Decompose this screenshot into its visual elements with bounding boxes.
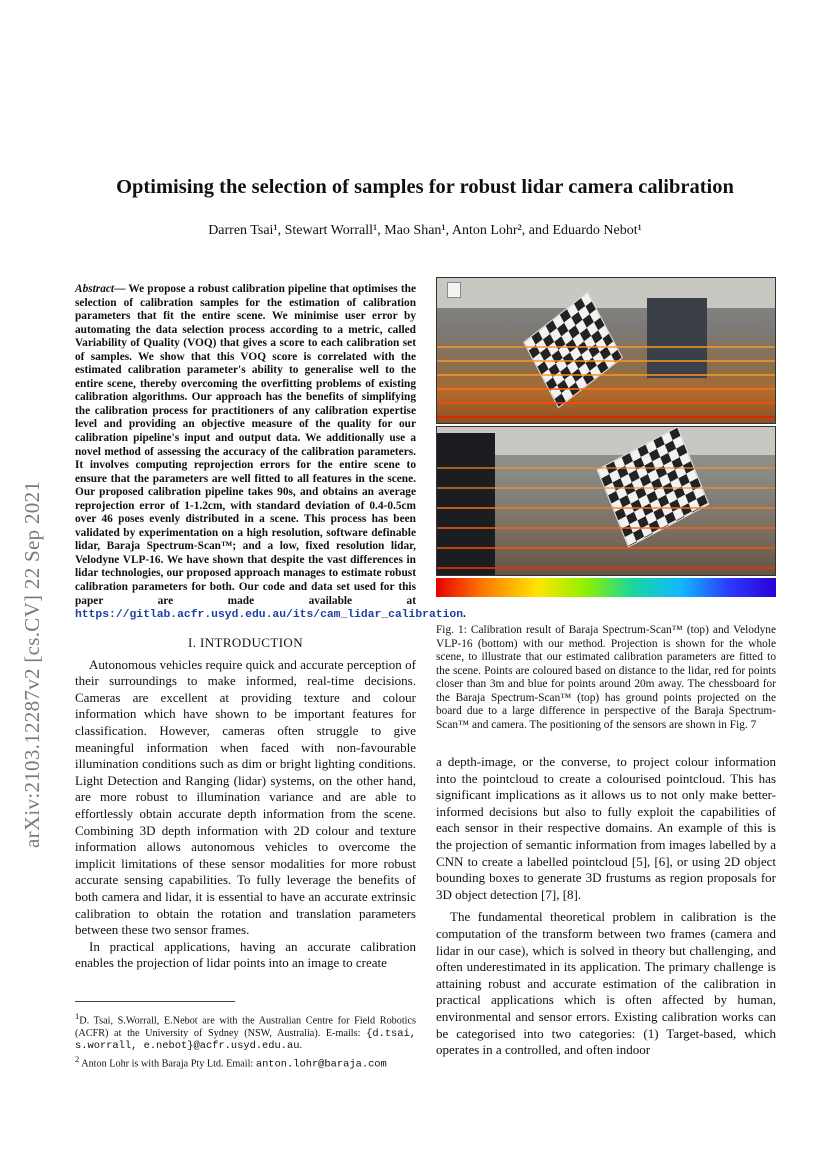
caption-spacer — [436, 732, 776, 754]
lab-equipment — [647, 298, 707, 378]
left-column — [75, 283, 466, 972]
right-paragraph-2: The fundamental theoretical problem in calibration is the computation of the transform between two frames (camera and lidar in our case), which is solved in theory but challenging, and often underestimated in its application. The primary challenge is attaining robust and accurate estimation of the calibration in practical applications which is often affected by human, environmental and sensor errors. Existing calibration works can be categorised into two categories: (1) Target-based, which operates in a controlled, and often indoor — [436, 909, 776, 1058]
scan-line — [437, 388, 775, 390]
scan-line — [437, 507, 775, 509]
footnote-1-mark: 1 — [75, 1011, 80, 1021]
right-paragraph-1: a depth-image, or the converse, to project colour information into the pointcloud to create a colourised pointcloud. This has significant implications as it allows us to not only make better-informed decisions but also to fully exploit the capabilities of each sensor in their respective domains. An example of this is the projection of semantic information from images labelled by a CNN to create a labelled pointcloud [5], [6], or using 2D object bounding boxes to generate 3D frustums as region proposals for 3D object detection [7], [8]. — [436, 754, 776, 902]
ceiling-lights — [437, 278, 776, 308]
paper-title: Optimising the selection of samples for robust lidar camera calibration — [116, 176, 734, 198]
footnote-2 — [75, 1053, 416, 1071]
velodyne-projection-image — [436, 426, 776, 576]
scan-line — [437, 487, 775, 489]
intro-paragraph-2: In practical applications, having an accurate calibration enables the projection of lidar points into an image to create — [75, 938, 416, 971]
scan-line — [437, 547, 775, 549]
scan-line — [437, 527, 775, 529]
abstract-text: — We propose a robust calibration pipeline that optimises the selection of calibration samples for the estimation of calibration parameters that fit the entire scene. We minimise user error by automating the data selection process according to a metric, called Variability of Quality (VOQ) that gives a score to each calibration set of samples. We show that this VOQ score is correlated with the estimated calibration parameter's ability to generalise well to the entire scene, thereby overcoming the overfitting problems of existing calibration algorithms. Our approach has the benefits of simplifying the calibration process for practitioners of any calibration expertise level and providing an objective measure of the quality for our calibration pipeline's input and output data. We additionally use a novel method of assessing the accuracy of the calibration parameters. It involves computing reprojection errors for the entire scene to ensure that the parameters are well fitted to all features in the scene. Our proposed calibration pipeline takes 90s, and obtains an average reprojection error of 1-1.2cm, with standard deviation of 0.4-0.5cm over 46 poses evenly distributed in a scene. This process has been validated by experimentation on a high resolution, software definable lidar, Baraja Spectrum-Scan™; and a low, fixed resolution lidar, Velodyne VLP-16. We have shown that despite the vast differences in lidar technologies, our proposed approach manages to estimate robust calibration parameters for both. Our code and data set used for this paper are made available at — [75, 283, 416, 607]
abstract — [75, 283, 466, 623]
scan-line — [437, 567, 775, 569]
scan-line — [437, 360, 775, 362]
scan-line — [437, 374, 775, 376]
footnote-1-email: {d.tsai, s.worrall, e.nebot}@acfr.usyd.edu.au — [75, 1027, 416, 1053]
footnote-1-end: . — [299, 1040, 303, 1052]
scan-line — [437, 467, 775, 469]
scan-line — [437, 346, 775, 348]
abstract-label: Abstract — [75, 283, 115, 295]
section-heading-introduction: I. INTRODUCTION — [187, 634, 304, 650]
server-rack — [437, 433, 495, 576]
wall-sign — [447, 282, 461, 298]
footnote-divider — [75, 1001, 235, 1002]
footnote-2-email: anton.lohr@baraja.com — [255, 1058, 387, 1070]
footnote-1 — [75, 1010, 416, 1053]
right-column — [436, 277, 776, 1059]
scan-line — [437, 416, 775, 418]
code-repository-link[interactable]: https://gitlab.acfr.usyd.edu.au/its/cam_lidar_calibration — [75, 609, 464, 622]
chessboard-target — [523, 292, 623, 409]
footnote-2-text: Anton Lohr is with Baraja Pty Ltd. Email: — [81, 1058, 256, 1069]
abstract-end: . — [463, 608, 466, 621]
scan-line — [437, 402, 775, 404]
footnote-2-mark: 2 — [75, 1053, 80, 1064]
arxiv-identifier: arXiv:2103.12287v2 [cs.CV] 22 Sep 2021 — [20, 480, 44, 848]
footnote-1-text: D. Tsai, S.Worrall, E.Nebot are with the Australian Centre for Field Robotics (ACFR) at the University of Sydney (NSW, Australia). E-mails: — [75, 1015, 416, 1039]
footnotes — [75, 1010, 416, 1070]
figure-1 — [436, 277, 776, 597]
baraja-projection-image — [436, 277, 776, 424]
distance-colorbar — [436, 578, 776, 597]
intro-paragraph-1: Autonomous vehicles require quick and accurate perception of their surroundings to make informed, real-time decisions. Cameras are excellent at providing texture and colour information which have shown to be important features for classification. However, cameras often struggle to give meaningful information when faced with non-favourable illumination conditions such as dim or bright lighting conditions. Light Detection and Ranging (lidar) systems, on the other hand, are more robust to illumination variance and are able to effortlessly obtain accurate depth information from the scene. Combining 3D depth information with 2D colour and texture information allows autonomous vehicles to overcome the implicit limitations of these sensor modalities for more robust accurate sensing capabilities. To fully leverage the benefits of both camera and lidar, it is essential to have an accurate extrinsic calibration to obtain the rotation and translation parameters between these two sensor frames. — [75, 656, 416, 938]
figure-1-caption: Fig. 1: Calibration result of Baraja Spectrum-Scan™ (top) and Velodyne VLP-16 (bottom) with our method. Projection is shown for the whole scene, to illustrate that our estimated calibration parameters are fitted to the scene. Points are coloured based on distance to the lidar, red for points closer than 3m and blue for points around 20m away. The chessboard for the Baraja Spectrum-Scan™ (top) has ground points projected on the board due to a large difference in perspective of the Baraja Spectrum-Scan™ and camera. The positioning of the sensors are shown in Fig. 7 — [436, 624, 776, 731]
author-list: Darren Tsai¹, Stewart Worrall¹, Mao Shan¹, Anton Lohr², and Eduardo Nebot¹ — [208, 223, 642, 238]
